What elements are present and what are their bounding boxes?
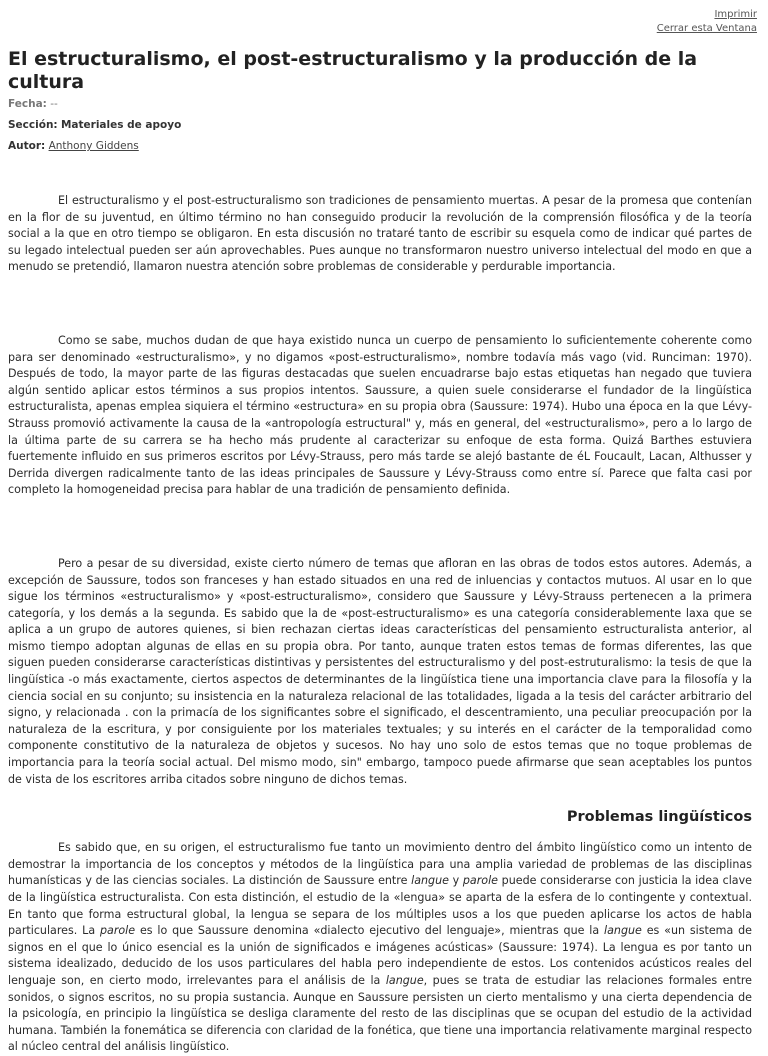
close-window-link[interactable]: Cerrar esta Ventana xyxy=(656,23,757,34)
section-heading: Problemas lingüísticos xyxy=(566,809,752,826)
author-label: Autor: xyxy=(8,140,46,152)
author-row xyxy=(8,136,756,157)
date-label: Fecha: xyxy=(8,98,47,110)
article-body xyxy=(8,193,752,1056)
term-langue-3: langue xyxy=(385,973,424,987)
paragraph-4-text-4: es lo que Saussure denomina «dialecto ejecutivo del lenguaje», mientras que la xyxy=(135,924,605,938)
term-langue-2: langue xyxy=(604,924,642,938)
article-meta xyxy=(8,94,756,157)
paragraph-4-text-2: y xyxy=(448,874,463,888)
paragraph-4-text-1: Es sabido que, en su origen, el estructuralismo fue tanto un movimiento dentro del ámbito lingüístico como un intento de demostrar la importancia de los conceptos y métodos de la lingüística para una amplia variedad de problemas de las disciplinas humanísticas y de las ciencias sociales. La distinción de Saussure entre xyxy=(8,841,752,888)
paragraph-4-text-3: puede considerarse con justicia la idea clave de la lingüística estructuralista. Con esta distinción, el estudio de la «lengua» se aparta de la esfera de lo contingente y contextual. En tanto que forma estructural global, la lengua se separa de los múltiples usos a los que pueden aplicarse los actos de habla particulares. La xyxy=(8,874,752,938)
article-header xyxy=(8,48,756,157)
article-title: El estructuralismo, el post-estructuralismo y la producción de la cultura xyxy=(8,48,698,93)
paragraph-3: Pero a pesar de su diversidad, existe cierto número de temas que afloran en las obras de todos estos autores. Además, a excepción de Saussure, todos son franceses y han estado situados en una red de inluencias y contactos mutuos. Al usar en lo que sigue los términos «estructuralismo» y «post-estructuralismo», considero que Saussure y Lévy-Strauss pertenecen a la primera categoría, y los demás a la segunda. Es sabido que la de «post-estructuralismo» es una categoría considerablemente laxa que se aplica a un grupo de autores quienes, si bien rechazan ciertas ideas características del pensamiento estructuralista anterior, al mismo tiempo adoptan algunas de ellas en su propia obra. Por tanto, aunque traten estos temas de formas diferentes, las que siguen pueden considerarse características distintivas y persistentes del estructuralismo y del post-estruturalismo: la tesis de que la lingüística -o más exactamente, ciertos aspectos de determinantes de la lingüística tiene una importancia clave para la filosofía y la ciencia social en su conjunto; su insistencia en la naturaleza relacional de las totalidades, ligada a la tesis del carácter arbitrario del signo, y relacionada . con la primacía de los significantes sobre el significado, el descentramiento, una peculiar preocupación por la naturaleza de la escritura, y por consiguiente por los materiales textuales; y su interés en el carácter de la temporalidad como componente constitutivo de la naturaleza de objetos y sucesos. No hay uno solo de estos temas que no toque problemas de importancia para la teoría social actual. Del mismo modo, sin" embargo, tampoco puede afirmarse que sean aceptables los puntos de vista de los escritores arriba citados sobre ninguno de dichos temas. xyxy=(8,556,752,786)
top-links xyxy=(657,8,757,36)
section-label: Sección: xyxy=(8,119,58,131)
date-row xyxy=(8,94,756,115)
paragraph-4-text-5: es «un sistema de signos en el que lo único esencial es la unión de significados e imágenes acústicas» (Saussure: 1974). La lengua es por tanto un sistema idealizado, deducido de los usos particulares del habla pero independiente de estos. Los contenidos acústicos reales del lenguaje son, en cierto modo, irrelevantes para el análisis de la xyxy=(8,924,753,987)
paragraph-2: Como se sabe, muchos dudan de que haya existido nunca un cuerpo de pensamiento lo suficientemente coherente como para ser denominado «estructuralismo», y no digamos «post-estructuralismo», nombre todavía más vago (vid. Runciman: 1970). Después de todo, la mayor parte de las figuras destacadas que suelen encuadrarse bajo estas etiquetas han negado que tuviera algún sentido aplicar estos términos a sus propios intentos. Saussure, a quien suele considerarse el fundador de la lingüística estructuralista, apenas emplea siquiera el término «estructura» en su propia obra (Saussure: 1974). Hubo una época en la que Lévy-Strauss promovió activamente la causa de la «antropología estructural" y, más en general, del «estructuralismo», pero a lo largo de la última parte de su carrera se ha hecho más prudente al caracterizar su enfoque de esta forma. Quizá Barthes estuviera fuertemente influido en sus primeros escritos por Lévy-Strauss, pero más tarde se alejó bastante de éL Foucault, Lacan, Althusser y Derrida divergen radicalmente tanto de las ideas principales de Saussure y Lévy-Strauss como entre sí. Parece que falta casi por completo la homogeneidad precisa para hablar de una tradición de pensamiento definida. xyxy=(8,333,752,497)
section-value: Materiales de apoyo xyxy=(60,119,182,131)
section-row xyxy=(8,115,756,136)
term-parole-2: parole xyxy=(99,924,136,938)
paragraph-1: El estructuralismo y el post-estructuralismo son tradiciones de pensamiento muertas. A pesar de la promesa que contenían en la flor de su juventud, en último término no han conseguido producir la revolución de la comprensión filosófica y de la teoría social a la que en otro tiempo se obligaron. En esta discusión no trataré tanto de escribir su esquela como de indicar qué partes de su legado intelectual pueden ser aún aprovechables. Pues aunque no transformaron nuestro universo intelectual del modo en que a menudo se pretendió, llamaron nuestra atención sobre problemas de considerable y perdurable importancia. xyxy=(8,194,752,274)
author-link[interactable]: Anthony Giddens xyxy=(48,140,139,152)
term-parole: parole xyxy=(462,874,498,888)
term-langue: langue xyxy=(411,874,449,888)
print-link[interactable]: Imprimir xyxy=(714,9,757,20)
date-value: -- xyxy=(50,98,58,110)
paragraph-4-text-6: , pues se trata de estudiar las relaciones formales entre sonidos, o signos escritos, no su propia sustancia. Aunque en Saussure persisten un cierto mentalismo y una cierta dependencia de la psicología, en principio la lingüística se desliga claramente del resto de las disciplinas que se ocupan del estudio de la actividad humana. También la fonemática se diferencia con claridad de la fonética, que tiene una importancia relativamente marginal respecto al núcleo central del análisis lingüístico. xyxy=(8,973,752,1054)
